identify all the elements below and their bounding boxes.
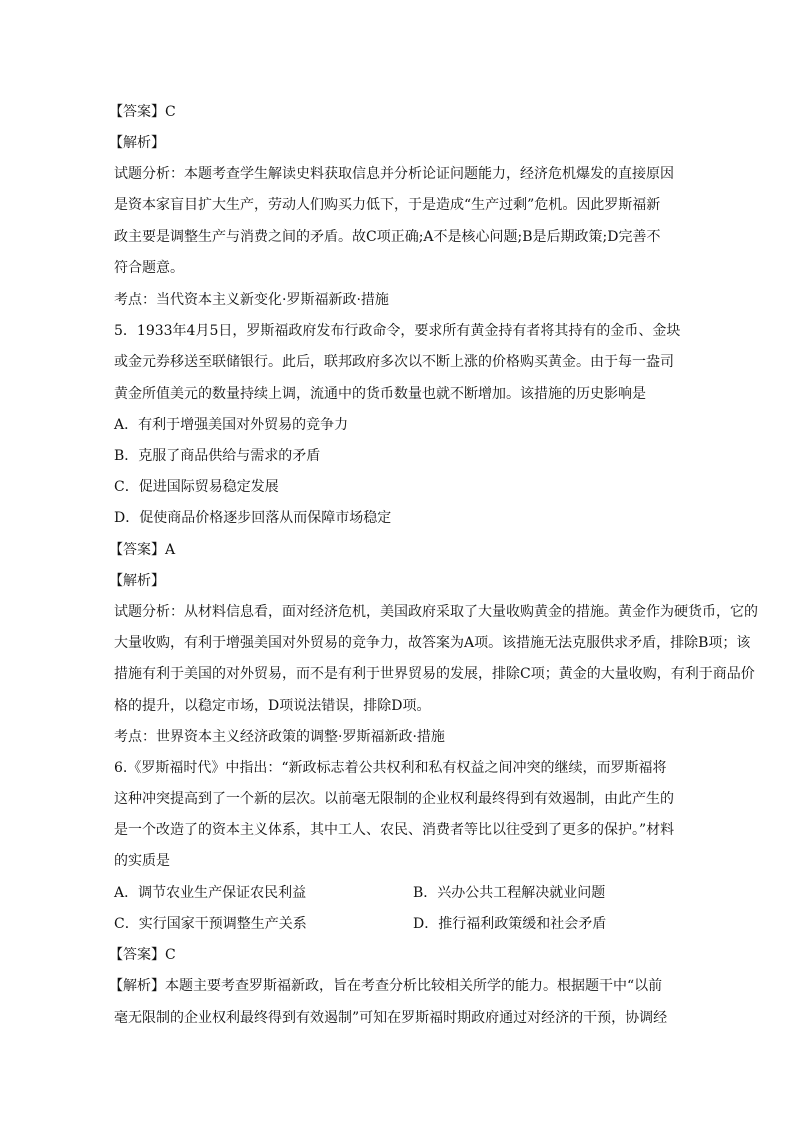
answer-label: 【答案】C bbox=[109, 947, 176, 963]
option-c: C．促进国际贸易稳定发展 bbox=[114, 479, 279, 495]
option-b: B．兴办公共工程解决就业问题 bbox=[413, 885, 606, 901]
answer-label: 【答案】C bbox=[109, 104, 176, 120]
option-b: B．克服了商品供给与需求的矛盾 bbox=[114, 448, 321, 464]
analysis-line: 是资本家盲目扩大生产，劳动人们购买力低下，于是造成“生产过剩”危机。因此罗斯福新 bbox=[114, 197, 661, 213]
question-stem: 或金元券移送至联储银行。此后，联邦政府多次以不断上涨的价格购买黄金。由于每一盎司 bbox=[114, 354, 674, 370]
question-stem: 黄金所值美元的数量持续上调，流通中的货币数量也就不断增加。该措施的历史影响是 bbox=[114, 386, 646, 402]
analysis-line: 试题分析：从材料信息看，面对经济危机，美国政府采取了大量收购黄金的措施。黄金作为硬货币，它的 bbox=[114, 604, 758, 620]
question-stem: 5．1933年4月5日，罗斯福政府发布行政命令，要求所有黄金持有者将其持有的金币、金块 bbox=[114, 323, 681, 339]
analysis-line: 符合题意。 bbox=[114, 260, 184, 276]
analysis-line: 措施有利于美国的对外贸易，而不是有利于世界贸易的发展，排除C项；黄金的大量收购，有利于商品价 bbox=[114, 666, 755, 682]
kaodian-line: 考点：世界资本主义经济政策的调整·罗斯福新政·措施 bbox=[114, 729, 445, 745]
kaodian-line: 考点：当代资本主义新变化·罗斯福新政·措施 bbox=[114, 292, 389, 308]
answer-label: 【答案】A bbox=[109, 542, 176, 558]
question-stem: 6.《罗斯福时代》中指出：“新政标志着公共权利和私有权益之间冲突的继续，而罗斯福将 bbox=[114, 760, 667, 776]
option-c: C．实行国家干预调整生产关系 bbox=[114, 916, 307, 932]
option-d: D．促使商品价格逐步回落从而保障市场稳定 bbox=[114, 510, 392, 526]
analysis-line: 试题分析：本题考查学生解读史料获取信息并分析论证问题能力，经济危机爆发的直接原因 bbox=[114, 166, 674, 182]
option-a: A．有利于增强美国对外贸易的竞争力 bbox=[114, 417, 349, 433]
analysis-line: 大量收购，有利于增强美国对外贸易的竞争力，故答案为A项。该措施无法克服供求矛盾，排除B项；该 bbox=[114, 635, 751, 651]
question-stem: 是一个改造了的资本主义体系，其中工人、农民、消费者等比以往受到了更多的保护。”材料 bbox=[114, 822, 675, 838]
question-stem: 这种冲突提高到了一个新的层次。以前毫无限制的企业权利最终得到有效遏制，由此产生的 bbox=[114, 791, 674, 807]
question-stem: 的实质是 bbox=[114, 853, 170, 869]
option-d: D．推行福利政策缓和社会矛盾 bbox=[413, 916, 607, 932]
analysis-line: 【解析】本题主要考查罗斯福新政，旨在考查分析比较相关所学的能力。根据题干中“以前 bbox=[109, 978, 663, 994]
analysis-label: 【解析】 bbox=[109, 135, 165, 151]
option-a: A．调节农业生产保证农民利益 bbox=[114, 885, 307, 901]
analysis-line: 毫无限制的企业权利最终得到有效遏制”可知在罗斯福时期政府通过对经济的干预，协调经 bbox=[114, 1010, 668, 1026]
analysis-line: 政主要是调整生产与消费之间的矛盾。故C项正确;A不是核心问题;B是后期政策;D完善不 bbox=[114, 229, 661, 245]
analysis-line: 格的提升，以稳定市场，D项说法错误，排除D项。 bbox=[114, 698, 431, 714]
analysis-label: 【解析】 bbox=[109, 573, 165, 589]
